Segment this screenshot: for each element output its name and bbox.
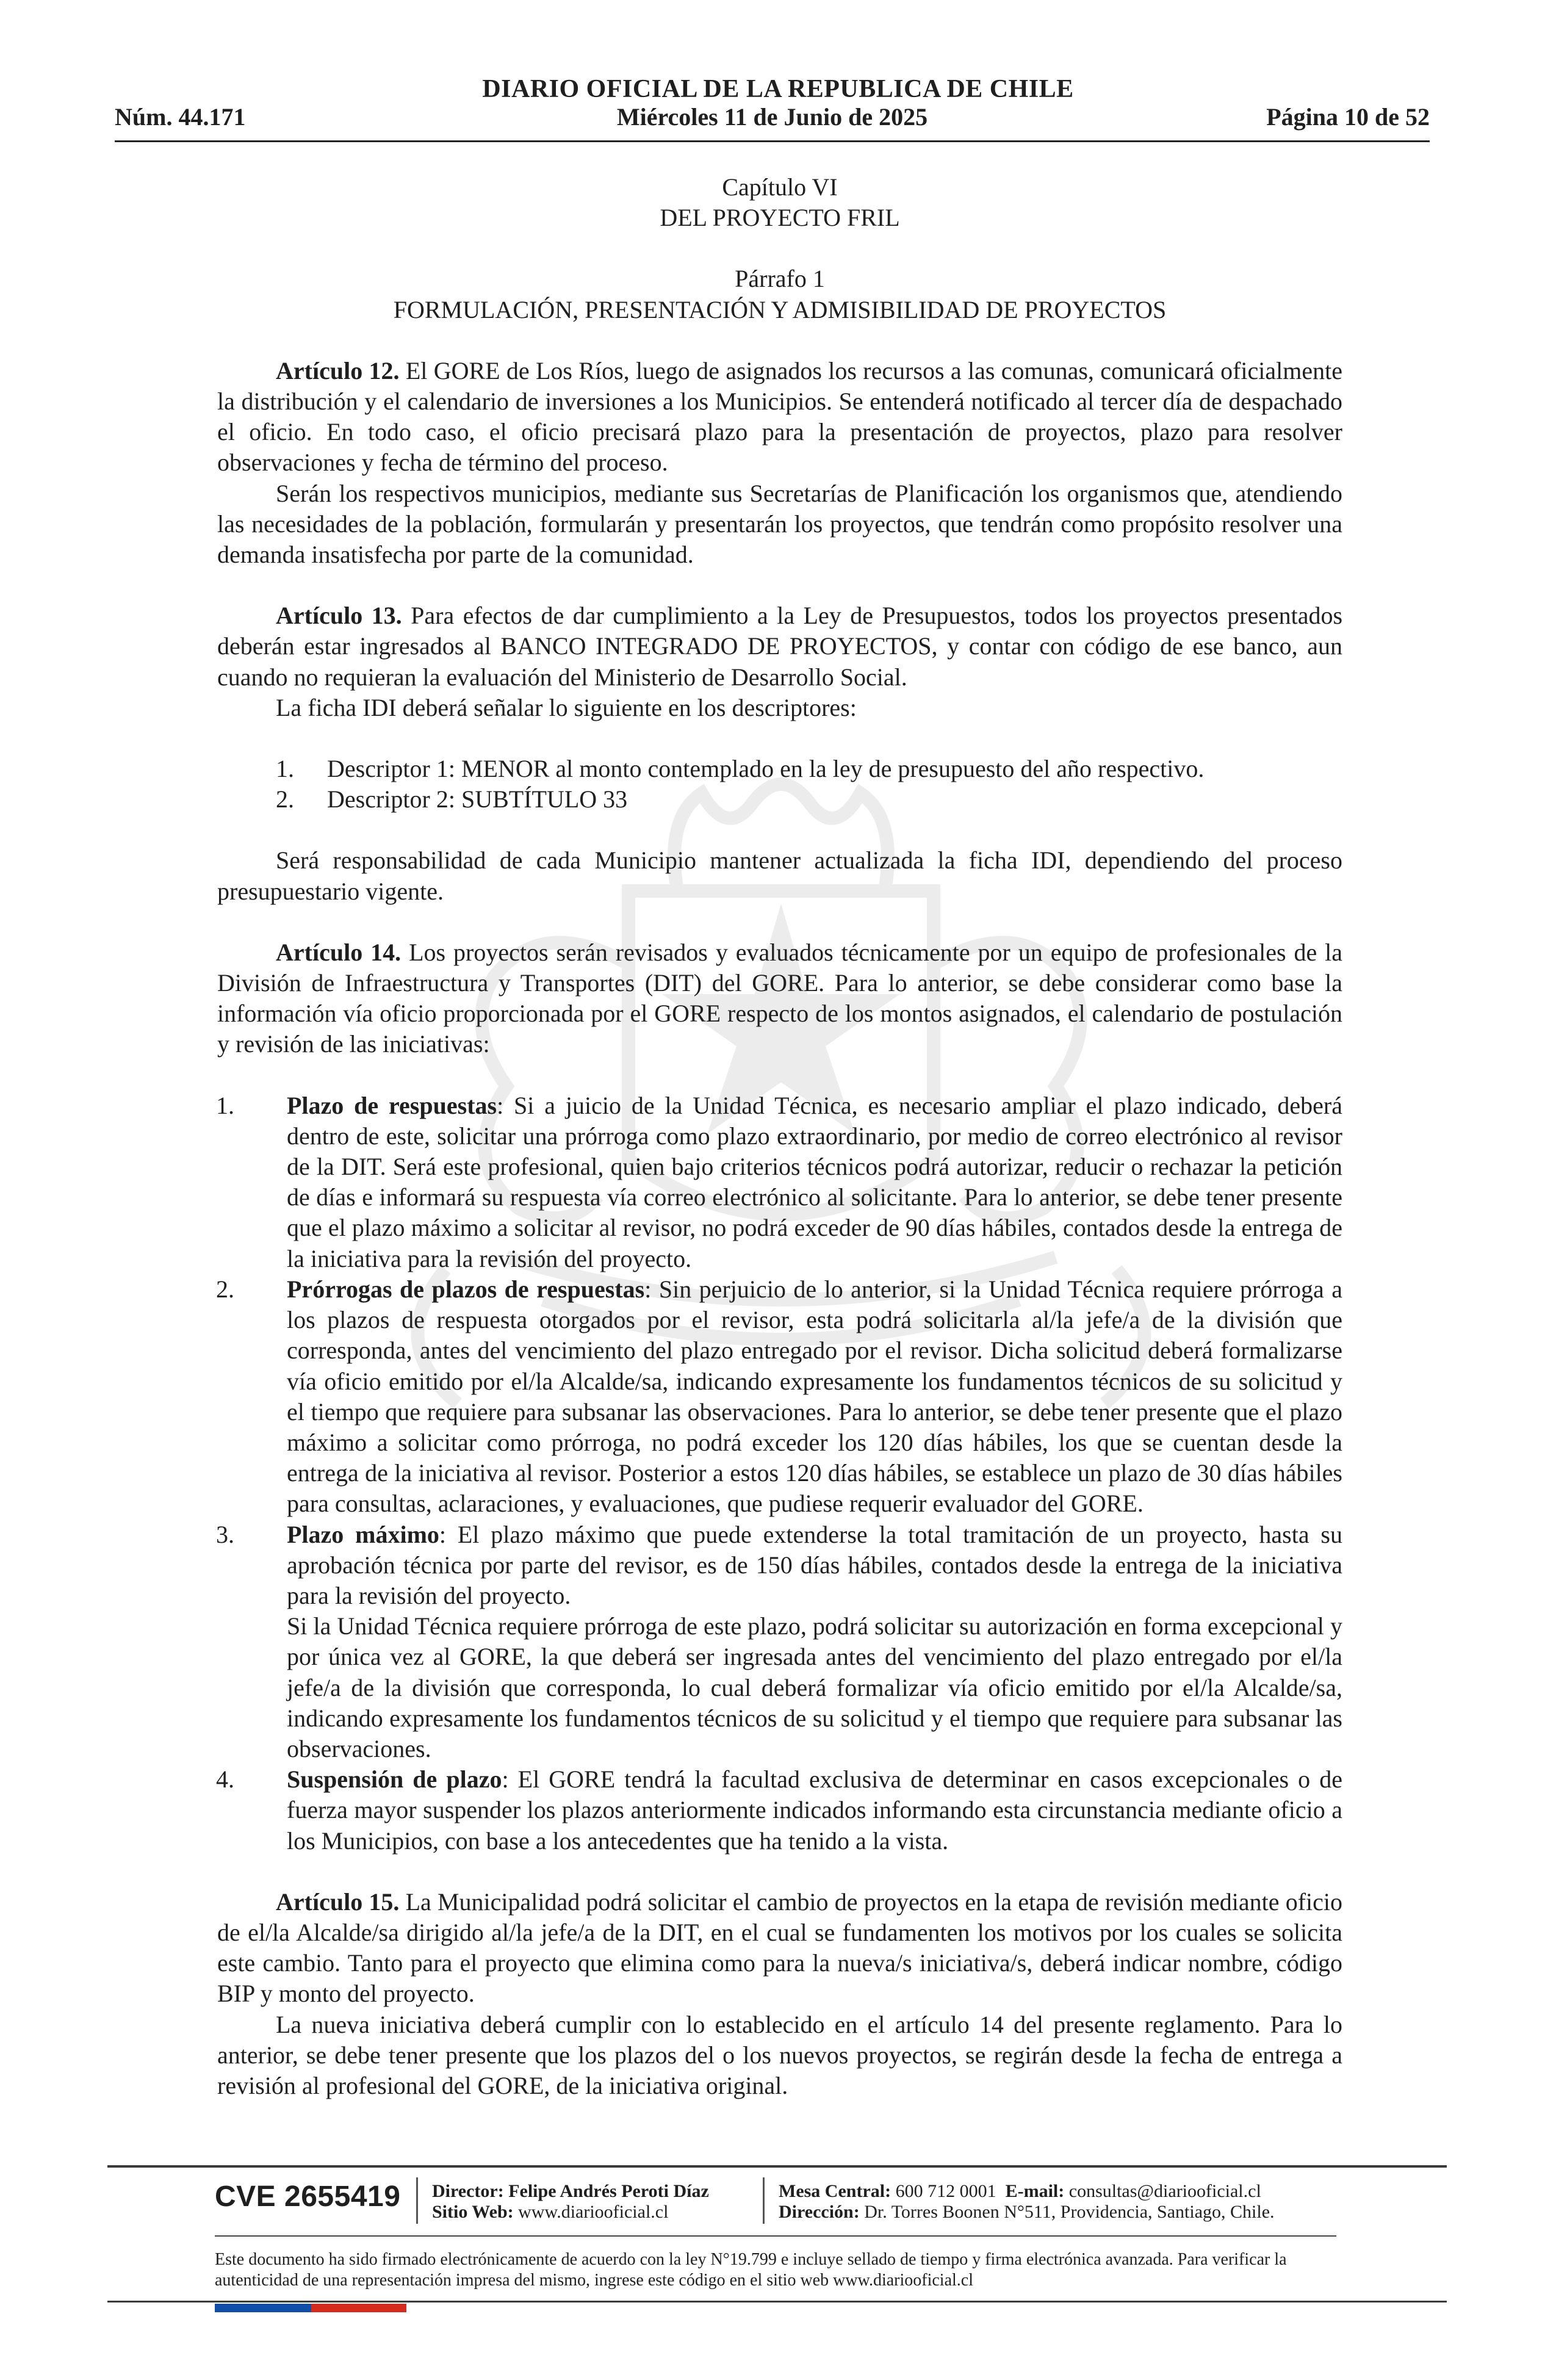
list-item-title: Prórrogas de plazos de respuestas: [287, 1275, 645, 1303]
article-15-p2: La nueva iniciativa deberá cumplir con lo establecido en el artículo 14 del presente reglamento. Para lo anterior, se debe tener presente que los plazos del o los nuevos proyectos, se regirán desde la fecha de entrega a revisión al profesional del GORE, de la iniciativa original.: [217, 2010, 1342, 2099]
page-number: Página 10 de 52: [1266, 103, 1430, 131]
list-item: [216, 1091, 1342, 1274]
header-rule: [115, 140, 1430, 142]
list-item-title: Plazo máximo: [287, 1520, 439, 1548]
chapter-title: DEL PROYECTO FRIL: [660, 204, 900, 232]
list-item-text: : Si a juicio de la Unidad Técnica, es necesario ampliar el plazo indicado, deberá dentro de este, solicitar una prórroga como plazo extraordinario, por medio de correo electrónico al revisor de la DIT. Será este profesional, quien bajo criterios técnicos podrá autorizar, reducir o rechazar la petición de días e informará su respuesta vía correo electrónico al solicitante. Para lo anterior, se debe tener presente que el plazo máximo a solicitar al revisor, no podrá exceder de 90 días hábiles, contados desde la entrega de la iniciativa para la revisión del proyecto.: [287, 1091, 1342, 1272]
issue-date: Miércoles 11 de Junio de 2025: [616, 103, 928, 131]
article-15-text: La Municipalidad podrá solicitar el cambio de proyectos en la etapa de revisión mediante oficio de el/la Alcalde/sa dirigido al/la jefe/a de la DIT, en el cual se fundamenten los motivos por los cuales se solicita este cambio. Tanto para el proyecto que elimina como para la nueva/s iniciativa/s, deberá indicar nombre, código BIP y monto del proyecto.: [217, 1888, 1343, 2008]
list-item: [216, 1274, 1342, 1520]
list-item-number: 1.: [216, 1091, 234, 1119]
header-row: [115, 103, 1430, 135]
paragraph-label: Párrafo 1: [735, 265, 825, 293]
list-item-number: 1.: [276, 755, 294, 783]
list-item-title: Suspensión de plazo: [287, 1765, 502, 1794]
article-13-p2: La ficha IDI deberá señalar lo siguiente en los descriptores:: [276, 693, 857, 721]
list-item-number: 4.: [216, 1765, 234, 1794]
article-14-text: Los proyectos serán revisados y evaluados técnicamente por un equipo de profesionales de la División de Infraestructura y Transportes (DIT) del GORE. Para lo anterior, se debe considerar como base la información vía oficio proporcionada por el GORE respecto de los montos asignados, el calendario de postulación y revisión de las iniciativas:: [217, 938, 1343, 1058]
article-14-heading: Artículo 14.: [276, 938, 402, 966]
website-label: Sitio Web:: [432, 2202, 514, 2222]
director-label: Director:: [432, 2181, 504, 2201]
article-13-heading: Artículo 13.: [276, 602, 402, 630]
article-12-p1: [217, 356, 1342, 478]
article-14-p1: [217, 937, 1342, 1060]
list-item-text: : El plazo máximo que puede extenderse la total tramitación de un proyecto, hasta su aprobación técnica por parte del revisor, es de 150 días hábiles, contados desde la entrega de la iniciativa para la revisión del proyecto.: [287, 1520, 1342, 1609]
document-body: [217, 172, 1342, 2101]
address-label: Dirección:: [779, 2202, 860, 2222]
article-12-p2: Serán los respectivos municipios, mediante sus Secretarías de Planificación los organismos que, atendiendo las necesidades de la población, formularán y presentarán los proyectos, que tendrán como propósito resolver una demanda insatisfecha por parte de la comunidad.: [217, 479, 1342, 569]
footer-divider: [763, 2177, 765, 2224]
article-12-text: El GORE de Los Ríos, luego de asignados los recursos a las comunas, comunicará oficialmente la distribución y el calendario de inversiones a los Municipios. Se entenderá notificado al tercer día de despachado el oficio. En todo caso, el oficio precisará plazo para la presentación de proyectos, plazo para resolver observaciones y fecha de término del proceso.: [217, 356, 1342, 477]
list-item-extra-text: Si la Unidad Técnica requiere prórroga de este plazo, podrá solicitar su autorización en forma excepcional y por única vez al GORE, la que deberá ser ingresada antes del vencimiento del plazo entregado por el/la jefe/a de la división que corresponda, lo cual deberá formalizar vía oficio emitido por el/la Alcalde/sa, indicando expresamente los fundamentos técnicos de su solicitud y el tiempo que requiere para subsanar las observaciones.: [287, 1612, 1342, 1762]
phone-label: Mesa Central:: [779, 2181, 891, 2201]
director-name: Felipe Andrés Peroti Díaz: [503, 2181, 709, 2201]
email-label: E-mail:: [1005, 2181, 1065, 2201]
signature-note: Este documento ha sido firmado electrónicamente de acuerdo con la ley N°19.799 e incluye sellado de tiempo y firma electrónica avanzada. Para verificar la autenticidad de una representación impresa del mismo, ingrese este código en el sitio web www.diariooficial.cl: [215, 2250, 1287, 2290]
footer-director-block: [432, 2181, 709, 2223]
list-item: [217, 784, 1342, 815]
list-item-number: 2.: [216, 1275, 234, 1303]
list-item: [216, 1520, 1342, 1765]
list-item-title: Plazo de respuestas: [287, 1091, 497, 1119]
list-item-text: : Sin perjuicio de lo anterior, si la Unidad Técnica requiere prórroga a los plazos de respuesta otorgados por el revisor, esta podrá solicitarla al/la jefe/a de la división que corresponda, antes del vencimiento del plazo entregado por el revisor. Dicha solicitud deberá formalizarse vía oficio emitido por el/la Alcalde/sa, indicando expresamente los fundamentos técnicos de su solicitud y el tiempo que requiere para subsanar las observaciones. Para lo anterior, se debe tener presente que el plazo máximo a solicitar como prórroga, no podrá exceder los 120 días hábiles, los que se cuentan desde la entrega de la iniciativa al revisor. Posterior a estos 120 días hábiles, se establece un plazo de 30 días hábiles para consultas, aclaraciones, y evaluaciones, que pudiese requerir evaluador del GORE.: [287, 1275, 1342, 1518]
article-15-heading: Artículo 15.: [276, 1888, 400, 1916]
flag-stripe-blue: [215, 2304, 311, 2312]
cve-code: CVE 2655419: [215, 2180, 401, 2213]
article-13-text: Para efectos de dar cumplimiento a la Ley de Presupuestos, todos los proyectos presentados deberán estar ingresados al BANCO INTEGRADO DE PROYECTOS, y contar con código de ese banco, aun cuando no requieran la evaluación del Ministerio de Desarrollo Social.: [217, 602, 1343, 691]
article-14-list: [216, 1091, 1342, 1856]
list-item: [216, 1764, 1342, 1856]
footer-contact-block: [779, 2181, 1275, 2223]
email-link[interactable]: consultas@diariooficial.cl: [1064, 2181, 1261, 2201]
footer-mid-rule: [215, 2235, 1336, 2237]
article-13-p1: [217, 600, 1342, 693]
list-item-text: : El GORE tendrá la facultad exclusiva de determinar en casos excepcionales o de fuerza mayor suspender los plazos anteriormente indicados informando esta circunstancia mediante oficio a los Municipios, con base a los antecedentes que ha tenido a la vista.: [287, 1765, 1343, 1855]
article-15-p1: [217, 1887, 1342, 2010]
list-item-text: Descriptor 1: MENOR al monto contemplado en la ley de presupuesto del año respectivo.: [327, 755, 1205, 783]
flag-stripe-red: [311, 2304, 406, 2312]
address-text: Dr. Torres Boonen N°511, Providencia, Santiago, Chile.: [859, 2202, 1275, 2222]
website-link[interactable]: www.diariooficial.cl: [513, 2202, 669, 2222]
footer-bottom-rule: [107, 2301, 1447, 2302]
chapter-label: Capítulo VI: [722, 173, 838, 201]
paragraph-title: FORMULACIÓN, PRESENTACIÓN Y ADMISIBILIDAD DE PROYECTOS: [393, 295, 1167, 323]
footer-top-rule: [107, 2165, 1447, 2168]
phone-number: 600 712 0001: [891, 2181, 996, 2201]
issue-number: Núm. 44.171: [115, 103, 246, 131]
list-item: [217, 754, 1342, 784]
footer-divider: [416, 2177, 418, 2224]
list-item-text: Descriptor 2: SUBTÍTULO 33: [327, 785, 628, 813]
article-12-heading: Artículo 12.: [276, 356, 400, 384]
list-item-number: 3.: [216, 1520, 234, 1548]
list-item-number: 2.: [276, 785, 294, 813]
article-13-p3: Será responsabilidad de cada Municipio mantener actualizada la ficha IDI, dependiendo del proceso presupuestario vigente.: [217, 846, 1342, 905]
publication-title: DIARIO OFICIAL DE LA REPUBLICA DE CHILE: [482, 75, 1074, 103]
